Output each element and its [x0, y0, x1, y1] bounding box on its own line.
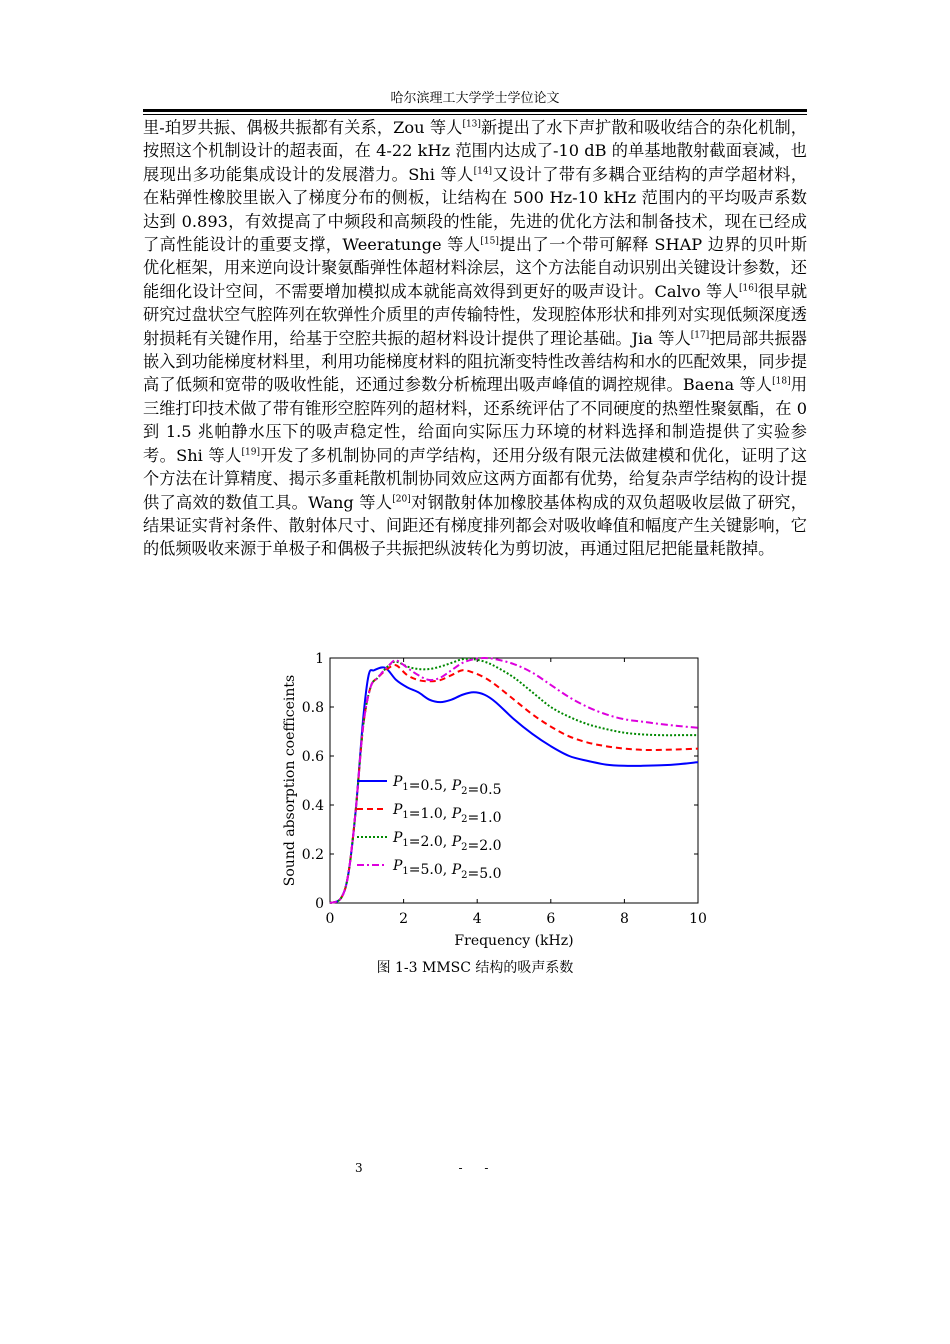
- x-tick-label: 8: [619, 911, 629, 927]
- y-tick-label: 0.8: [301, 700, 324, 716]
- x-axis-label: Frequency (kHz): [454, 933, 574, 949]
- text-run: 很早就研究过盘状空气腔阵列在软弹性介质里的声传输特性，发现腔体形状和排列对实现低频深度透射损耗有关键作用，给基于空腔共振的超材料设计提供了理论基础。Jia 等人: [143, 281, 808, 348]
- citation-ref: [16]: [739, 283, 758, 294]
- citation-ref: [18]: [772, 377, 791, 388]
- citation-ref: [15]: [480, 236, 499, 247]
- x-tick-label: 0: [325, 911, 335, 927]
- citation-ref: [14]: [473, 166, 493, 177]
- absorption-chart: [275, 648, 715, 953]
- y-tick-label: 0.2: [301, 847, 324, 863]
- citation-ref: [19]: [241, 447, 261, 458]
- footer-mark: -: [458, 1161, 463, 1175]
- text-run: 用三维打印技术做了带有锥形空腔阵列的超材料，还系统评估了不同硬度的热塑性聚氨酯，在 0 到 1.5 兆帕静水压下的吸声稳定性，给面向实际压力环境的材料选择和制造提供了实验参考。Shi 等人: [143, 375, 808, 465]
- x-tick-label: 4: [472, 911, 482, 927]
- body-text: [143, 116, 807, 561]
- page-footer: [355, 1160, 488, 1176]
- x-tick-label: 10: [689, 911, 707, 927]
- text-run: 对钢散射体加橡胶基体构成的双负超吸收层做了研究，结果证实背衬条件、散射体尺寸、间距还有梯度排列都会对吸收峰值和幅度产生关键影响，它的低频吸收来源于单极子和偶极子共振把纵波转化为剪切波，再通过阻尼把能量耗散掉。: [143, 492, 807, 559]
- footer-mark: -: [484, 1161, 489, 1175]
- figure-caption: 图 1-3 MMSC 结构的吸声系数: [376, 960, 574, 976]
- text-run: 又设计了带有多耦合亚结构的声学超材料，在粘弹性橡胶里嵌入了梯度分布的侧板，让结构在 500 Hz-10 kHz 范围内的平均吸声系数达到 0.893，有效提高了中频段和高频段的性能，先进的优化方法和制备技术，现在已经成了高性能设计的重要支撑，Weeratunge 等人: [143, 164, 808, 255]
- y-tick-label: 0: [315, 896, 324, 912]
- citation-ref: [13]: [462, 119, 481, 130]
- y-tick-label: 0.4: [301, 798, 324, 814]
- text-run: 里-珀罗共振、偶极共振都有关系，Zou 等人: [143, 118, 463, 137]
- text-run: 开发了多机制协同的声学结构，还用分级有限元法做建模和优化，证明了这个方法在计算精度、揭示多重耗散机制协同效应这两方面都有优势，给复杂声学结构的设计提供了高效的数值工具。Wang 等人: [143, 445, 807, 512]
- text-run: 新提出了水下声扩散和吸收结合的杂化机制，按照这个机制设计的超表面，在 4-22 kHz 范围内达成了-10 dB 的单基地散射截面衰减，也展现出多功能集成设计的发展潜力。Shi 等人: [143, 118, 807, 184]
- y-tick-label: 1: [315, 651, 324, 667]
- legend-entry-1: $P_1=0.5$, $P_2=0.5$: [393, 774, 502, 798]
- legend-entry-3: $P_1=2.0$, $P_2=2.0$: [393, 830, 502, 854]
- header-rule-thin: [143, 114, 807, 115]
- text-run: 提出了一个带可解释 SHAP 边界的贝叶斯优化框架，用来逆向设计聚氨酯弹性体超材料涂层，这个方法能自动识别出关键设计参数，还能细化设计空间，不需要增加模拟成本就能高效得到更好的吸声设计。Calvo 等人: [143, 235, 808, 301]
- figure-1-3: [275, 648, 715, 953]
- x-tick-label: 6: [546, 911, 556, 927]
- body-paragraph: [143, 116, 807, 561]
- text-run: 把局部共振器嵌入到功能梯度材料里，利用功能梯度材料的阻抗渐变特性改善结构和水的匹配效果，同步提高了低频和宽带的吸收性能，还通过参数分析梳理出吸声峰值的调控规律。Baena 等人: [143, 328, 807, 395]
- y-axis-label: Sound absorption coefficeints: [282, 674, 298, 887]
- citation-ref: [20]: [392, 494, 411, 505]
- y-tick-label: 0.6: [301, 749, 324, 765]
- legend-entry-2: $P_1=1.0$, $P_2=1.0$: [393, 802, 502, 826]
- legend-entry-4: $P_1=5.0$, $P_2=5.0$: [393, 858, 502, 882]
- citation-ref: [17]: [690, 330, 710, 341]
- x-tick-label: 2: [399, 911, 409, 927]
- page-header: 哈尔滨理工大学学士学位论文: [390, 91, 560, 106]
- page-number: 3: [355, 1161, 363, 1175]
- header-rule-thick: [143, 109, 807, 112]
